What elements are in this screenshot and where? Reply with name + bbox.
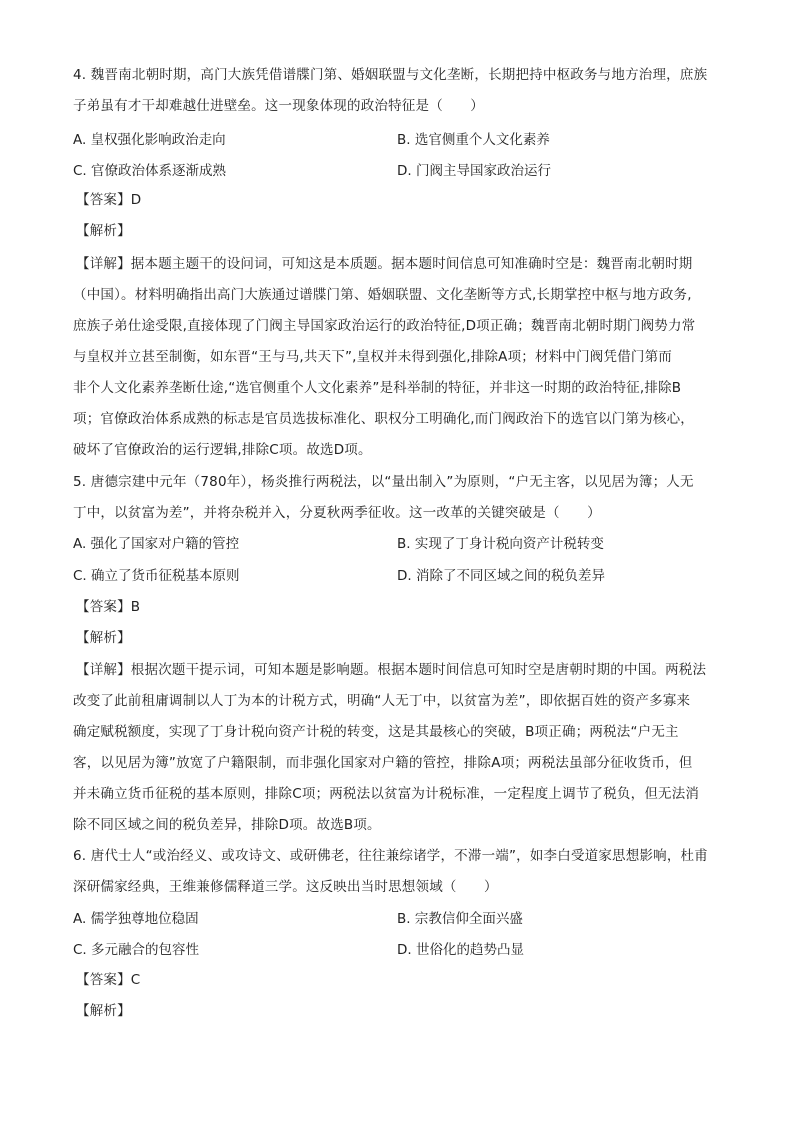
q5-detail-line-3: 确定赋税额度，实现了丁身计税向资产计税的转变，这是其最核心的突破，B项正确；两税法“户无主 [73, 724, 679, 740]
q4-analysis-label: 【解析】 [76, 223, 131, 239]
q5-option-a: A. 强化了国家对户籍的管控 [73, 536, 240, 552]
q4-detail-line-5: 非个人文化素养垄断仕途,“选官侧重个人文化素养”是科举制的特征，并非这一时期的政治特征,排除B [73, 380, 682, 396]
q5-stem-line-2: 丁中，以贫富为差”，并将杂税并入，分夏秋两季征收。这一改革的关键突破是（ ） [73, 505, 601, 521]
q4-detail-line-6: 项；官僚政治体系成熟的标志是官员选拔标准化、职权分工明确化,而门阀政治下的选官以门第为核心， [73, 411, 694, 427]
q4-detail-line-7: 破坏了官僚政治的运行逻辑,排除C项。故选D项。 [73, 442, 372, 458]
q6-option-a: A. 儒学独尊地位稳固 [73, 911, 199, 927]
q5-option-c: C. 确立了货币征税基本原则 [73, 568, 240, 584]
q4-detail-line-4: 与皇权并立甚至制衡，如东晋“王与马,共天下”,皇权并未得到强化,排除A项；材料中门阀凭借门第而 [73, 349, 672, 365]
q4-option-a: A. 皇权强化影响政治走向 [73, 132, 226, 148]
q5-answer: 【答案】B [76, 599, 141, 615]
q4-answer: 【答案】D [76, 192, 142, 208]
q6-stem-line-1: 6. 唐代士人“或治经义、或攻诗文、或研佛老，往往兼综诸学，不滞一端”，如李白受道家思想影响，杜甫 [73, 848, 708, 864]
q5-detail-line-2: 改变了此前租庸调制以人丁为本的计税方式，明确“人无丁中，以贫富为差”，即依据百姓的资产多寡来 [73, 693, 691, 709]
q5-stem-line-1: 5. 唐德宗建中元年（780年），杨炎推行两税法，以“量出制入”为原则，“户无主客，以见居为簿；人无 [73, 474, 694, 490]
q6-stem-line-2: 深研儒家经典，王维兼修儒释道三学。这反映出当时思想领域（ ） [73, 879, 498, 895]
q5-option-b: B. 实现了丁身计税向资产计税转变 [397, 536, 604, 552]
q4-option-b: B. 选官侧重个人文化素养 [397, 132, 550, 148]
q5-detail-line-1: 【详解】根据次题干提示词，可知本题是影响题。根据本题时间信息可知时空是唐朝时期的中国。两税法 [76, 662, 707, 678]
q4-stem-line-1: 4. 魏晋南北朝时期，高门大族凭借谱牒门第、婚姻联盟与文化垄断，长期把持中枢政务与地方治理，庶族 [73, 67, 708, 83]
q6-option-d: D. 世俗化的趋势凸显 [397, 942, 524, 958]
q6-answer: 【答案】C [76, 972, 141, 988]
q4-detail-line-2: （中国）。材料明确指出高门大族通过谱牒门第、婚姻联盟、文化垄断等方式,长期掌控中枢与地方政务, [73, 287, 692, 303]
q4-option-d: D. 门阀主导国家政治运行 [397, 163, 551, 179]
q6-analysis-label: 【解析】 [76, 1003, 131, 1019]
q5-detail-line-6: 除不同区域之间的税负差异，排除D项。故选B项。 [73, 817, 381, 833]
q6-option-c: C. 多元融合的包容性 [73, 942, 200, 958]
q4-detail-line-3: 庶族子弟仕途受限,直接体现了门阀主导国家政治运行的政治特征,D项正确；魏晋南北朝时期门阀势力常 [73, 318, 696, 334]
q5-option-d: D. 消除了不同区域之间的税负差异 [397, 568, 605, 584]
q5-detail-line-5: 并未确立货币征税的基本原则，排除C项；两税法以贫富为计税标准，一定程度上调节了税负，但无法消 [73, 786, 700, 802]
q4-detail-line-1: 【详解】据本题主题干的设问词，可知这是本质题。据本题时间信息可知准确时空是：魏晋南北朝时期 [76, 256, 693, 272]
q5-analysis-label: 【解析】 [76, 630, 131, 646]
q5-detail-line-4: 客，以见居为簿”放宽了户籍限制，而非强化国家对户籍的管控，排除A项；两税法虽部分征收货币，但 [73, 755, 693, 771]
q6-option-b: B. 宗教信仰全面兴盛 [397, 911, 523, 927]
q4-stem-line-2: 子弟虽有才干却难越仕进壁垒。这一现象体现的政治特征是（ ） [73, 98, 484, 114]
q4-option-c: C. 官僚政治体系逐渐成熟 [73, 163, 227, 179]
